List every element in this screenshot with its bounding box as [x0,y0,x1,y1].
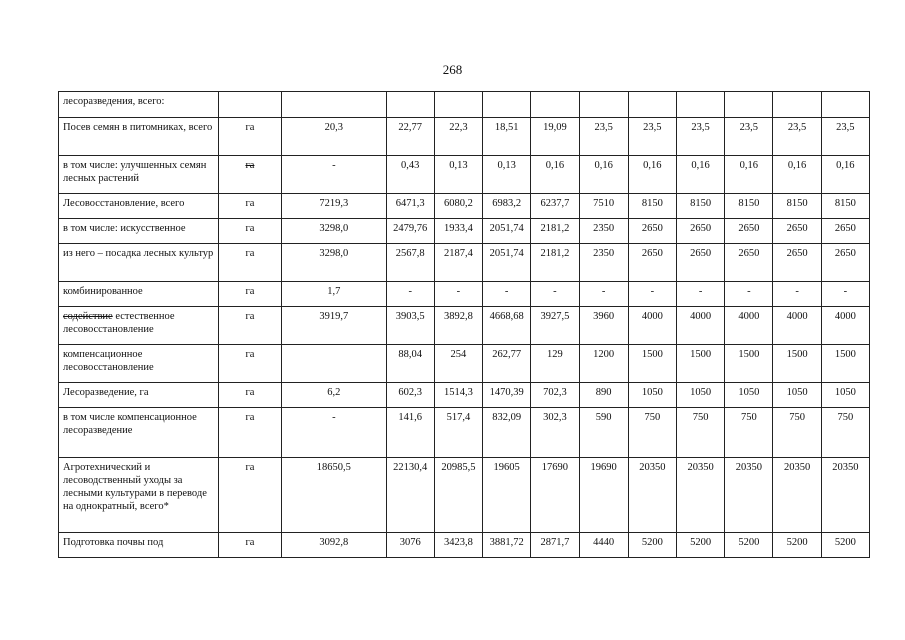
row-value-cell: 750 [773,408,821,458]
row-value-cell: 3960 [579,307,628,345]
row-value-cell: 8150 [821,194,869,219]
row-label [59,156,219,194]
row-value-cell: 262,77 [483,345,531,383]
table-body [59,92,870,558]
row-value-cell: 1050 [773,383,821,408]
row-label-text: Лесоразведение, га [63,387,149,398]
row-value-cell [579,92,628,118]
row-unit: га [218,458,281,533]
row-label-text: в том числе: искусственное [63,223,186,234]
row-value-cell: 4000 [821,307,869,345]
row-value-cell: 4668,68 [483,307,531,345]
row-value-cell: - [434,282,482,307]
row-value-cell: 602,3 [386,383,434,408]
row-unit: га [218,383,281,408]
table-row [59,408,870,458]
row-unit: га [218,118,281,156]
row-label-text: в том числе компенсационное лесоразведение [63,412,197,436]
row-value-cell: 18650,5 [282,458,387,533]
row-value-cell: - [628,282,676,307]
row-value-cell: 3919,7 [282,307,387,345]
row-value-cell: 5200 [628,533,676,558]
row-value-cell: 2187,4 [434,244,482,282]
row-label-text: Подготовка почвы под [63,537,164,548]
row-value-cell: 3092,8 [282,533,387,558]
row-value-cell: 254 [434,345,482,383]
table-row [59,345,870,383]
row-value-cell: - [282,156,387,194]
row-unit: га [218,533,281,558]
row-unit: га [218,156,281,194]
row-value-cell: 17690 [531,458,579,533]
row-value-cell: 2181,2 [531,219,579,244]
row-value-cell [386,92,434,118]
row-value-cell: 3892,8 [434,307,482,345]
row-value-cell: 3423,8 [434,533,482,558]
row-value-cell: 2650 [821,219,869,244]
table-row [59,244,870,282]
row-value-cell [531,92,579,118]
row-value-cell: 5200 [676,533,724,558]
row-value-cell: 8150 [628,194,676,219]
row-value-cell: 6,2 [282,383,387,408]
row-value-cell: 1050 [821,383,869,408]
row-value-cell: 6237,7 [531,194,579,219]
row-value-cell: - [531,282,579,307]
row-value-cell: 750 [628,408,676,458]
row-value-cell: 19690 [579,458,628,533]
row-value-cell: 0,16 [676,156,724,194]
row-unit: га [218,219,281,244]
table-row [59,219,870,244]
row-value-cell: 8150 [676,194,724,219]
row-value-cell: 302,3 [531,408,579,458]
row-value-cell: - [579,282,628,307]
row-label-text: лесоразведения, всего: [63,96,165,107]
row-value-cell: 4000 [725,307,773,345]
row-value-cell [434,92,482,118]
row-value-cell: 129 [531,345,579,383]
row-value-cell: - [773,282,821,307]
row-value-cell: 2350 [579,244,628,282]
row-value-cell: 590 [579,408,628,458]
row-value-cell: 19605 [483,458,531,533]
row-label [59,345,219,383]
row-value-cell: 702,3 [531,383,579,408]
row-value-cell [483,92,531,118]
row-value-cell: 88,04 [386,345,434,383]
row-value-cell: 2181,2 [531,244,579,282]
row-value-cell: 22,3 [434,118,482,156]
row-value-cell: 1,7 [282,282,387,307]
row-value-cell: 750 [821,408,869,458]
row-value-cell [628,92,676,118]
row-value-cell: 20350 [628,458,676,533]
row-label-text: Посев семян в питомниках, всего [63,122,213,133]
row-value-cell: 19,09 [531,118,579,156]
row-value-cell: 2051,74 [483,219,531,244]
row-value-cell: 23,5 [579,118,628,156]
row-label-text: в том числе: улучшенных семян лесных растений [63,160,207,184]
row-value-cell: 22,77 [386,118,434,156]
row-value-cell: 20350 [725,458,773,533]
table-row [59,282,870,307]
row-label-text: естественное лесовосстановление [63,311,175,335]
table-row [59,307,870,345]
row-unit [218,92,281,118]
row-value-cell: 20985,5 [434,458,482,533]
row-label-struck: содействие [63,311,113,322]
row-value-cell: 2350 [579,219,628,244]
row-value-cell: 22130,4 [386,458,434,533]
table-row [59,92,870,118]
row-value-cell: 3298,0 [282,219,387,244]
row-value-cell: 20350 [676,458,724,533]
row-value-cell [676,92,724,118]
row-label [59,92,219,118]
row-value-cell: 750 [676,408,724,458]
row-value-cell: 4000 [773,307,821,345]
row-value-cell: 0,16 [531,156,579,194]
row-value-cell: - [676,282,724,307]
row-value-cell: 750 [725,408,773,458]
row-value-cell: 3927,5 [531,307,579,345]
row-value-cell [282,345,387,383]
row-value-cell: 1500 [725,345,773,383]
row-value-cell: 3076 [386,533,434,558]
row-value-cell: 8150 [725,194,773,219]
row-value-cell: 4000 [628,307,676,345]
row-label [59,282,219,307]
row-value-cell: 6080,2 [434,194,482,219]
row-label [59,383,219,408]
row-label [59,408,219,458]
row-value-cell: 890 [579,383,628,408]
row-value-cell: 2650 [725,219,773,244]
row-value-cell: 517,4 [434,408,482,458]
row-label [59,244,219,282]
page-number: 268 [442,62,463,77]
row-unit: га [218,408,281,458]
row-value-cell: 23,5 [725,118,773,156]
row-value-cell: 20350 [773,458,821,533]
row-label-text: из него – посадка лесных культур [63,248,214,259]
row-value-cell: 20,3 [282,118,387,156]
row-value-cell: 2051,74 [483,244,531,282]
row-value-cell: 6983,2 [483,194,531,219]
row-value-cell: 23,5 [628,118,676,156]
row-unit: га [218,282,281,307]
row-value-cell [282,92,387,118]
row-label [59,194,219,219]
row-label [59,458,219,533]
table-row [59,533,870,558]
row-value-cell: 4000 [676,307,724,345]
row-value-cell: 8150 [773,194,821,219]
row-value-cell: 0,16 [725,156,773,194]
row-value-cell: 2650 [725,244,773,282]
row-value-cell: 5200 [773,533,821,558]
table-row [59,156,870,194]
row-unit: га [218,345,281,383]
row-value-cell: 3298,0 [282,244,387,282]
row-label [59,219,219,244]
table-row [59,194,870,219]
row-value-cell: 0,13 [434,156,482,194]
row-value-cell: 3903,5 [386,307,434,345]
row-value-cell: 1500 [773,345,821,383]
row-value-cell: 2650 [773,244,821,282]
row-label-text: компенсационное лесовосстановление [63,349,154,373]
row-value-cell: 0,13 [483,156,531,194]
row-value-cell: - [282,408,387,458]
row-label [59,307,219,345]
row-value-cell: 1050 [628,383,676,408]
row-value-cell: 7219,3 [282,194,387,219]
row-value-cell: 2650 [676,219,724,244]
row-value-cell: 23,5 [773,118,821,156]
row-label-text: комбинированное [63,286,143,297]
row-label-text: Агротехнический и лесоводственный уходы за лесными культурами в переводе на однократный, всего* [63,462,207,512]
row-value-cell: 2650 [821,244,869,282]
row-unit: га [218,244,281,282]
row-value-cell: 1200 [579,345,628,383]
row-value-cell: 23,5 [676,118,724,156]
row-value-cell: 2650 [773,219,821,244]
row-value-cell: 23,5 [821,118,869,156]
row-value-cell: 2650 [676,244,724,282]
row-value-cell: - [821,282,869,307]
row-value-cell: 832,09 [483,408,531,458]
row-value-cell: - [483,282,531,307]
row-value-cell: 5200 [821,533,869,558]
row-label [59,533,219,558]
row-unit: га [218,307,281,345]
row-value-cell: 141,6 [386,408,434,458]
table-row [59,383,870,408]
row-value-cell: 1500 [628,345,676,383]
table-row [59,458,870,533]
row-value-cell: 0,16 [579,156,628,194]
row-unit: га [218,194,281,219]
row-value-cell: 1050 [676,383,724,408]
row-value-cell: 2479,76 [386,219,434,244]
row-value-cell: 0,16 [821,156,869,194]
row-value-cell: 0,43 [386,156,434,194]
table-row [59,118,870,156]
row-value-cell [821,92,869,118]
row-value-cell: 1933,4 [434,219,482,244]
row-value-cell: 20350 [821,458,869,533]
row-value-cell: 4440 [579,533,628,558]
row-value-cell: 1500 [821,345,869,383]
row-value-cell: - [386,282,434,307]
row-value-cell: 2650 [628,219,676,244]
row-value-cell: 5200 [725,533,773,558]
row-value-cell: 1050 [725,383,773,408]
row-value-cell: 2650 [628,244,676,282]
row-value-cell: 7510 [579,194,628,219]
row-value-cell: 2871,7 [531,533,579,558]
row-value-cell: 3881,72 [483,533,531,558]
row-value-cell: 2567,8 [386,244,434,282]
forestry-table [58,91,870,558]
row-value-cell: 0,16 [773,156,821,194]
row-value-cell: 1500 [676,345,724,383]
row-value-cell: 1514,3 [434,383,482,408]
row-label [59,118,219,156]
row-value-cell [773,92,821,118]
row-value-cell: - [725,282,773,307]
row-value-cell [725,92,773,118]
row-value-cell: 6471,3 [386,194,434,219]
row-value-cell: 18,51 [483,118,531,156]
row-value-cell: 0,16 [628,156,676,194]
row-value-cell: 1470,39 [483,383,531,408]
row-label-text: Лесовосстановление, всего [63,198,185,209]
